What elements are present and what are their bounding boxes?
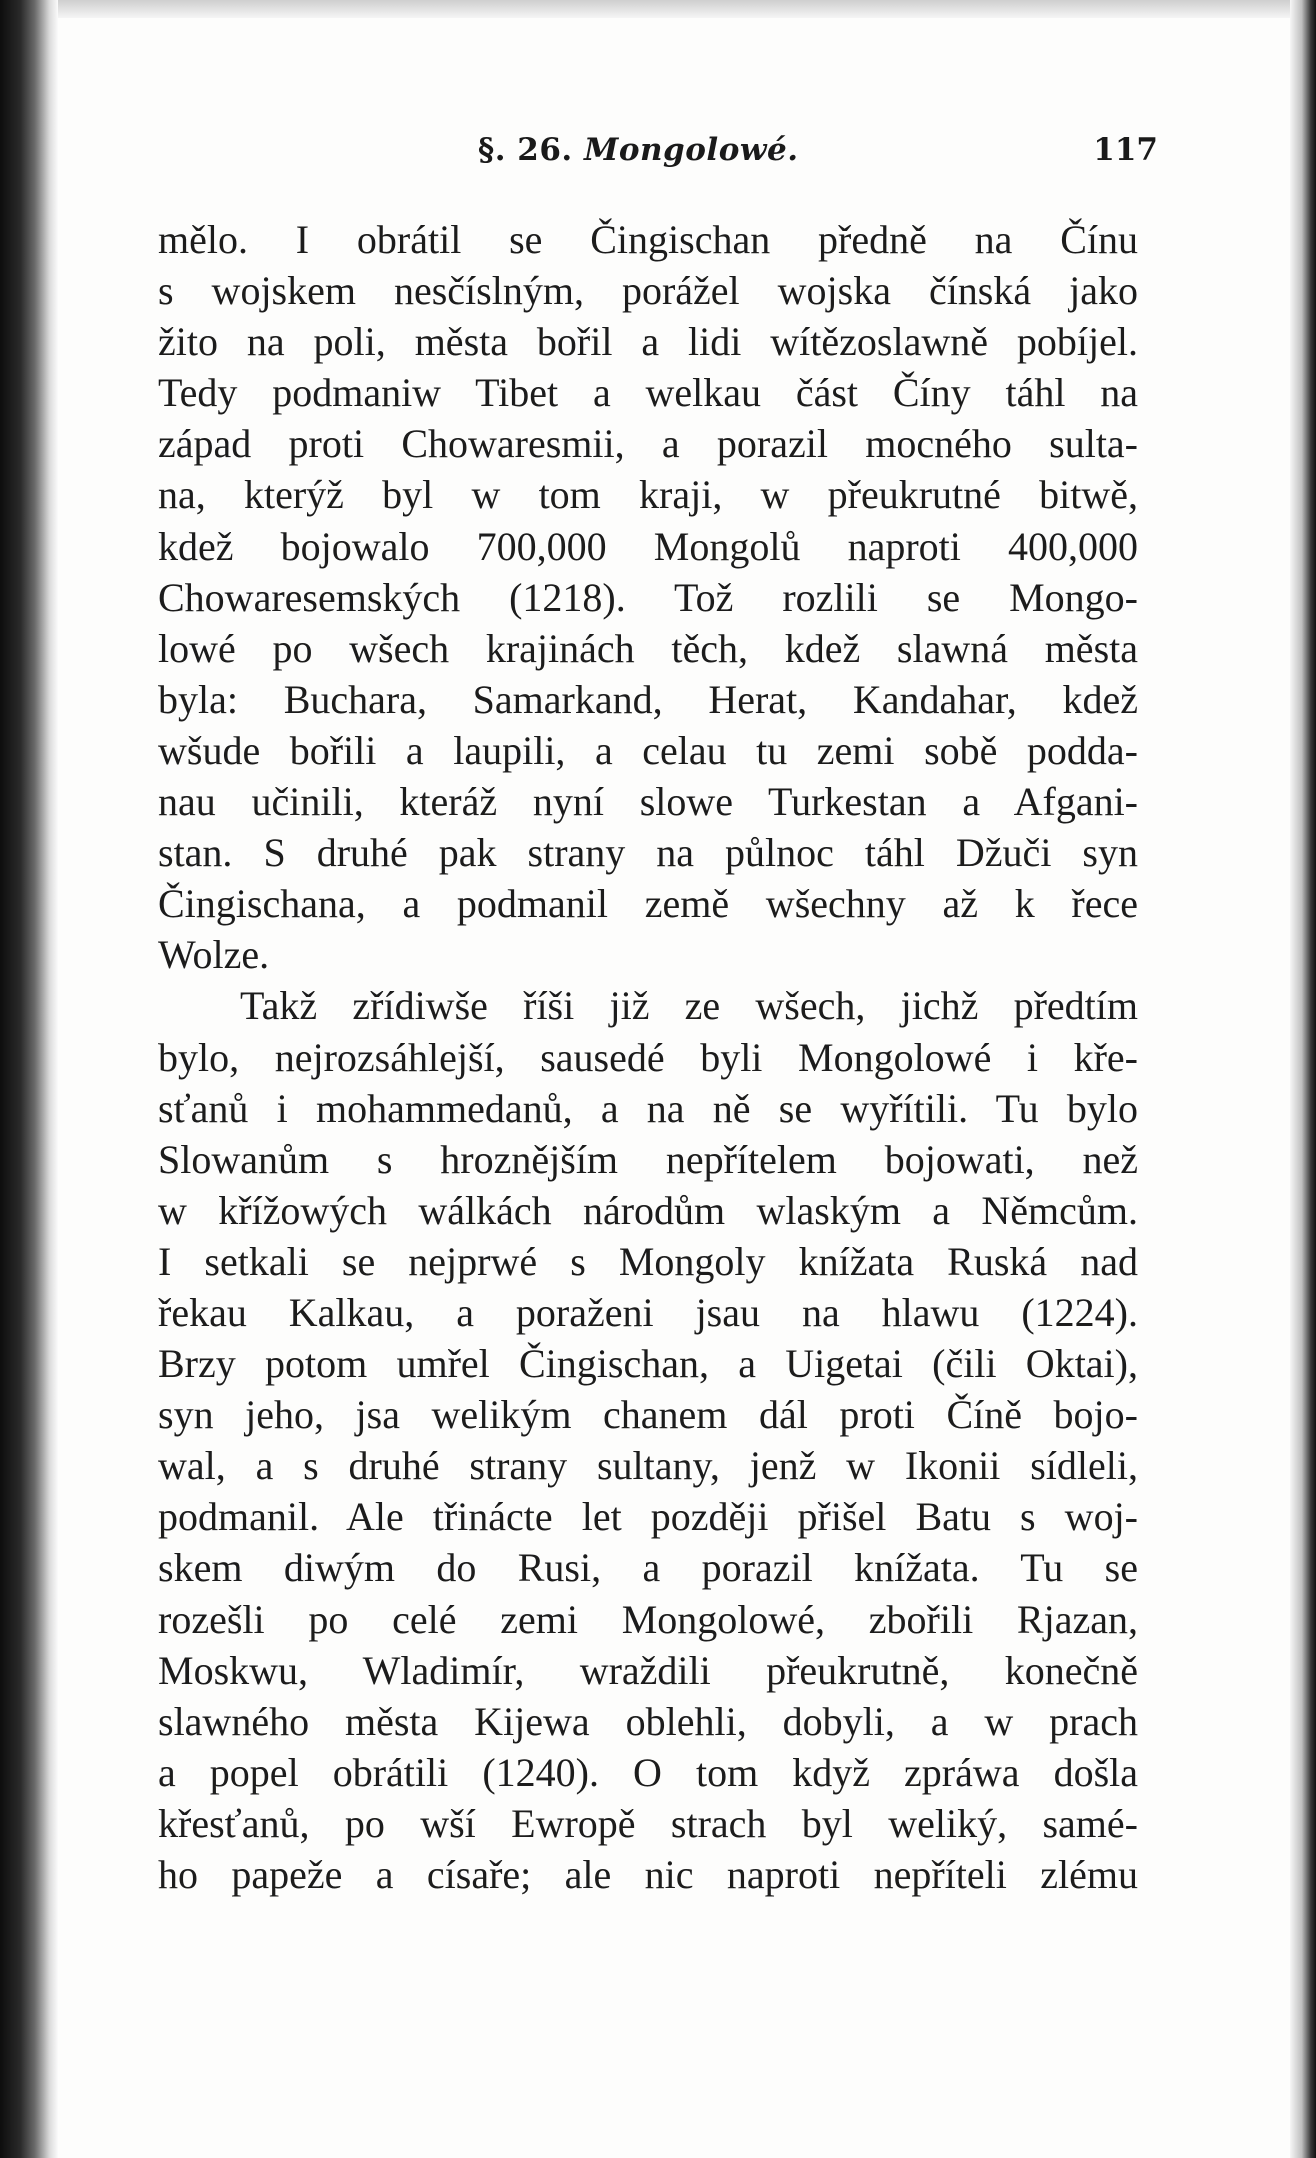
text-line: kdež bojowalo 700,000 Mongolů naproti 400,000 — [158, 523, 1138, 569]
text-line: Slowanům s hroznějším nepřítelem bojowati, než — [158, 1136, 1138, 1182]
text-line: žito na poli, města bořil a lidi wítězoslawně pobíjel. — [158, 319, 1138, 365]
text-line: syn jeho, jsa welikým chanem dál proti Číně bojo- — [158, 1392, 1138, 1438]
chapter-title: Mongolowé. — [584, 132, 799, 168]
text-line: podmanil. Ale třinácte let později přišel Batu s woj- — [158, 1494, 1138, 1540]
text-line: Wolze. — [158, 932, 270, 978]
text-line: stan. S druhé pak strany na půlnoc táhl Džuči syn — [158, 830, 1138, 876]
text-line: Brzy potom umřel Čingischan, a Uigetai (čili Oktai), — [158, 1341, 1138, 1387]
paragraph-2 — [158, 980, 1138, 1900]
text-line: křesťanů, po wší Ewropě strach byl weliký, samé- — [158, 1800, 1138, 1846]
text-line: Takž zřídiwše říši již ze wšech, jichž předtím — [240, 983, 1138, 1029]
body-text — [158, 214, 1138, 1900]
page-top-edge — [0, 0, 1316, 18]
text-line: skem diwým do Rusi, a porazil knížata. Tu se — [158, 1545, 1138, 1591]
text-line: nau učinili, kteráž nyní slowe Turkestan a Afgani- — [158, 779, 1138, 825]
binding-shadow-left — [0, 0, 58, 2158]
text-line: Čingischana, a podmanil země wšechny až k řece — [158, 881, 1138, 927]
running-head — [478, 132, 799, 168]
text-line: ho papeže a císaře; ale nic naproti nepříteli zlému — [158, 1852, 1138, 1897]
text-line: w křížowých wálkách národům wlaským a Němcům. — [158, 1187, 1138, 1233]
text-line: a popel obrátili (1240). O tom když zpráwa došla — [158, 1749, 1138, 1795]
text-line: rozešli po celé zemi Mongolowé, zbořili Rjazan, — [158, 1596, 1138, 1642]
text-line: s wojskem nesčíslným, porážel wojska čínská jako — [158, 268, 1138, 314]
text-line: na, kterýž byl w tom kraji, w přeukrutné bitwě, — [158, 472, 1138, 518]
page-header — [158, 132, 1158, 182]
text-line: byla: Buchara, Samarkand, Herat, Kandahar, kdež — [158, 676, 1138, 722]
text-line: I setkali se nejprwé s Mongoly knížata Ruská nad — [158, 1238, 1138, 1284]
text-line: řekau Kalkau, a poraženi jsau na hlawu (1224). — [158, 1289, 1138, 1335]
text-line: wšude bořili a laupili, a celau tu zemi sobě podda- — [158, 727, 1138, 773]
page-edge-right — [1290, 0, 1316, 2158]
text-line: Tedy podmaniw Tibet a welkau část Číny táhl na — [158, 370, 1138, 416]
text-line: západ proti Chowaresmii, a porazil mocného sulta- — [158, 421, 1138, 467]
text-line: slawného města Kijewa oblehli, dobyli, a w prach — [158, 1698, 1138, 1744]
section-number: §. 26. — [478, 132, 573, 168]
text-line: bylo, nejrozsáhlejší, sausedé byli Mongolowé i kře- — [158, 1034, 1138, 1080]
paragraph-1 — [158, 214, 1138, 980]
text-line: wal, a s druhé strany sultany, jenž w Ikonii sídleli, — [158, 1443, 1138, 1489]
text-line: sťanů i mohammedanů, a na ně se wyřítili. Tu bylo — [158, 1085, 1138, 1131]
text-line: lowé po wšech krajinách těch, kdež slawná města — [158, 625, 1138, 671]
text-line: mělo. I obrátil se Čingischan předně na Čínu — [158, 217, 1138, 262]
page-number: 117 — [1093, 132, 1158, 168]
text-line: Moskwu, Wladimír, wraždili přeukrutně, konečně — [158, 1647, 1138, 1693]
text-line: Chowaresemských (1218). Tož rozlili se Mongo- — [158, 574, 1138, 620]
